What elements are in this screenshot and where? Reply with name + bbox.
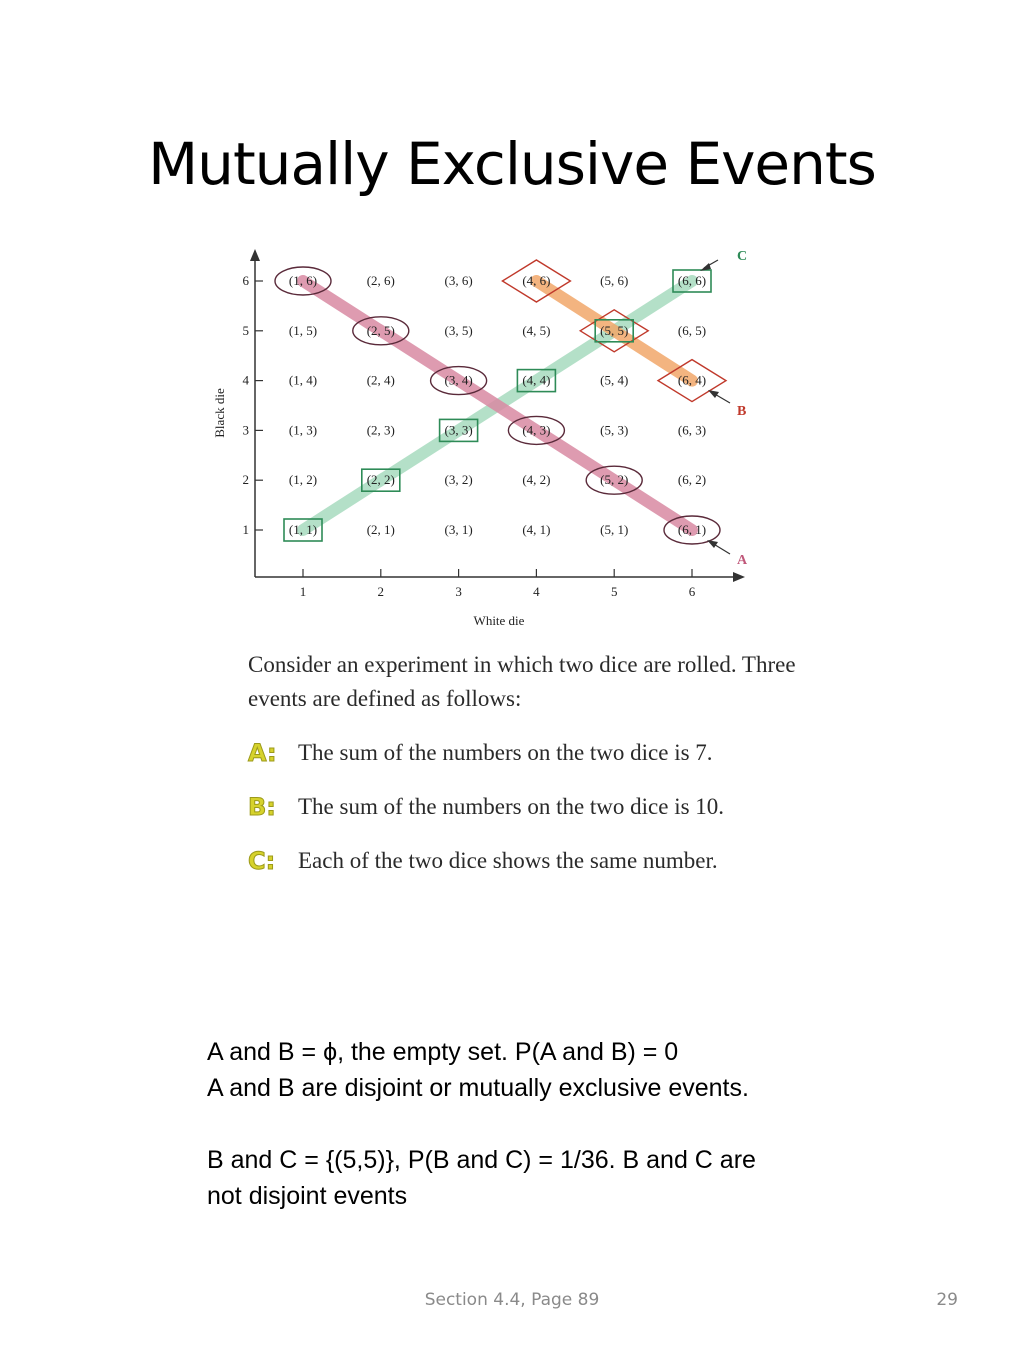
y-tick-label: 6 xyxy=(242,273,249,288)
experiment-intro: Consider an experiment in which two dice are rolled. Three events are defined as follows: xyxy=(248,652,796,711)
notes-spacer xyxy=(207,1106,927,1142)
outcome-label: (5, 5) xyxy=(600,322,629,338)
outcome-label: (1, 3) xyxy=(288,422,318,438)
outcome-label: (5, 3) xyxy=(600,422,629,438)
dice-outcome-diagram xyxy=(200,240,780,640)
definition-a-text: The sum of the numbers on the two dice is 7. xyxy=(298,740,713,765)
outcome-label: (4, 6) xyxy=(522,273,551,288)
outcome-label: (6, 6) xyxy=(677,273,707,288)
event-a-pointer-head xyxy=(707,540,718,548)
outcome-label: (2, 5) xyxy=(366,322,395,338)
y-tick-label: 1 xyxy=(242,522,249,537)
outcome-label: (5, 1) xyxy=(600,522,629,537)
x-tick-label: 6 xyxy=(688,584,696,599)
event-a-letter: A xyxy=(737,553,748,568)
outcome-label: (1, 2) xyxy=(288,472,318,488)
event-c-letter: C xyxy=(737,249,748,264)
slide-footer: Section 4.4, Page 89 xyxy=(424,1290,600,1310)
y-axis-title: Black die xyxy=(212,388,227,438)
x-tick-label: 4 xyxy=(533,584,540,599)
outcome-label: (6, 2) xyxy=(677,472,707,488)
outcome-label: (5, 2) xyxy=(600,472,629,488)
outcome-label: (2, 4) xyxy=(366,372,395,388)
outcome-label: (3, 2) xyxy=(444,472,473,488)
definition-b-text: The sum of the numbers on the two dice is 10. xyxy=(298,794,725,819)
event-definitions xyxy=(248,648,808,898)
y-tick-label: 3 xyxy=(242,422,249,438)
outcome-label: (2, 2) xyxy=(366,472,395,488)
outcome-label: (4, 5) xyxy=(522,322,551,338)
outcome-label: (2, 3) xyxy=(366,422,395,438)
outcome-label: (5, 6) xyxy=(600,273,629,288)
slide-title: Mutually Exclusive Events xyxy=(148,130,876,198)
event-b-pointer-head xyxy=(708,390,719,398)
note-line-1: A and B = ϕ, the empty set. P(A and B) = 0 xyxy=(207,1038,679,1066)
definition-b-tag: B: xyxy=(248,793,276,821)
outcome-label: (1, 4) xyxy=(288,372,318,388)
definition-c-text: Each of the two dice shows the same number. xyxy=(298,848,718,873)
outcome-label: (1, 6) xyxy=(288,273,318,288)
page-number: 29 xyxy=(936,1290,958,1310)
notes-block xyxy=(207,1034,927,1214)
outcome-label: (3, 3) xyxy=(444,422,473,438)
outcome-label: (4, 1) xyxy=(522,522,551,537)
x-axis-arrow xyxy=(733,572,745,582)
outcome-label: (6, 5) xyxy=(677,322,707,338)
note-line-3: B and C = {(5,5)}, P(B and C) = 1/36. B and C are xyxy=(207,1146,756,1174)
outcome-label: (4, 3) xyxy=(522,422,551,438)
x-tick-label: 3 xyxy=(455,584,462,599)
outcome-label: (1, 5) xyxy=(288,322,318,338)
outcome-label: (3, 4) xyxy=(444,372,473,388)
y-axis-arrow xyxy=(250,249,260,261)
outcome-label: (2, 1) xyxy=(366,522,395,537)
outcome-label: (3, 5) xyxy=(444,322,473,338)
y-tick-label: 4 xyxy=(242,372,249,388)
x-tick-label: 2 xyxy=(377,584,385,599)
definition-a xyxy=(248,736,808,770)
note-line-4: not disjoint events xyxy=(207,1182,408,1210)
y-tick-label: 5 xyxy=(242,322,249,338)
note-line-2: A and B are disjoint or mutually exclusive events. xyxy=(207,1074,749,1102)
outcome-label: (5, 4) xyxy=(600,372,629,388)
x-tick-label: 1 xyxy=(299,584,307,599)
outcome-label: (4, 4) xyxy=(522,372,551,388)
definition-a-tag: A: xyxy=(248,739,277,767)
x-axis-title: White die xyxy=(473,613,525,628)
outcome-label: (3, 6) xyxy=(444,273,473,288)
outcome-label: (6, 1) xyxy=(677,522,707,537)
definition-b xyxy=(248,790,808,824)
x-tick-label: 5 xyxy=(610,584,618,599)
outcome-label: (6, 4) xyxy=(677,372,707,388)
outcome-label: (3, 1) xyxy=(444,522,473,537)
y-tick-label: 2 xyxy=(242,472,249,488)
outcome-label: (6, 3) xyxy=(677,422,707,438)
definition-c-tag: C: xyxy=(248,847,276,875)
event-b-letter: B xyxy=(737,404,747,419)
outcome-label: (2, 6) xyxy=(366,273,395,288)
outcome-label: (1, 1) xyxy=(288,522,318,537)
outcome-label: (4, 2) xyxy=(522,472,551,488)
definition-c xyxy=(248,844,808,878)
